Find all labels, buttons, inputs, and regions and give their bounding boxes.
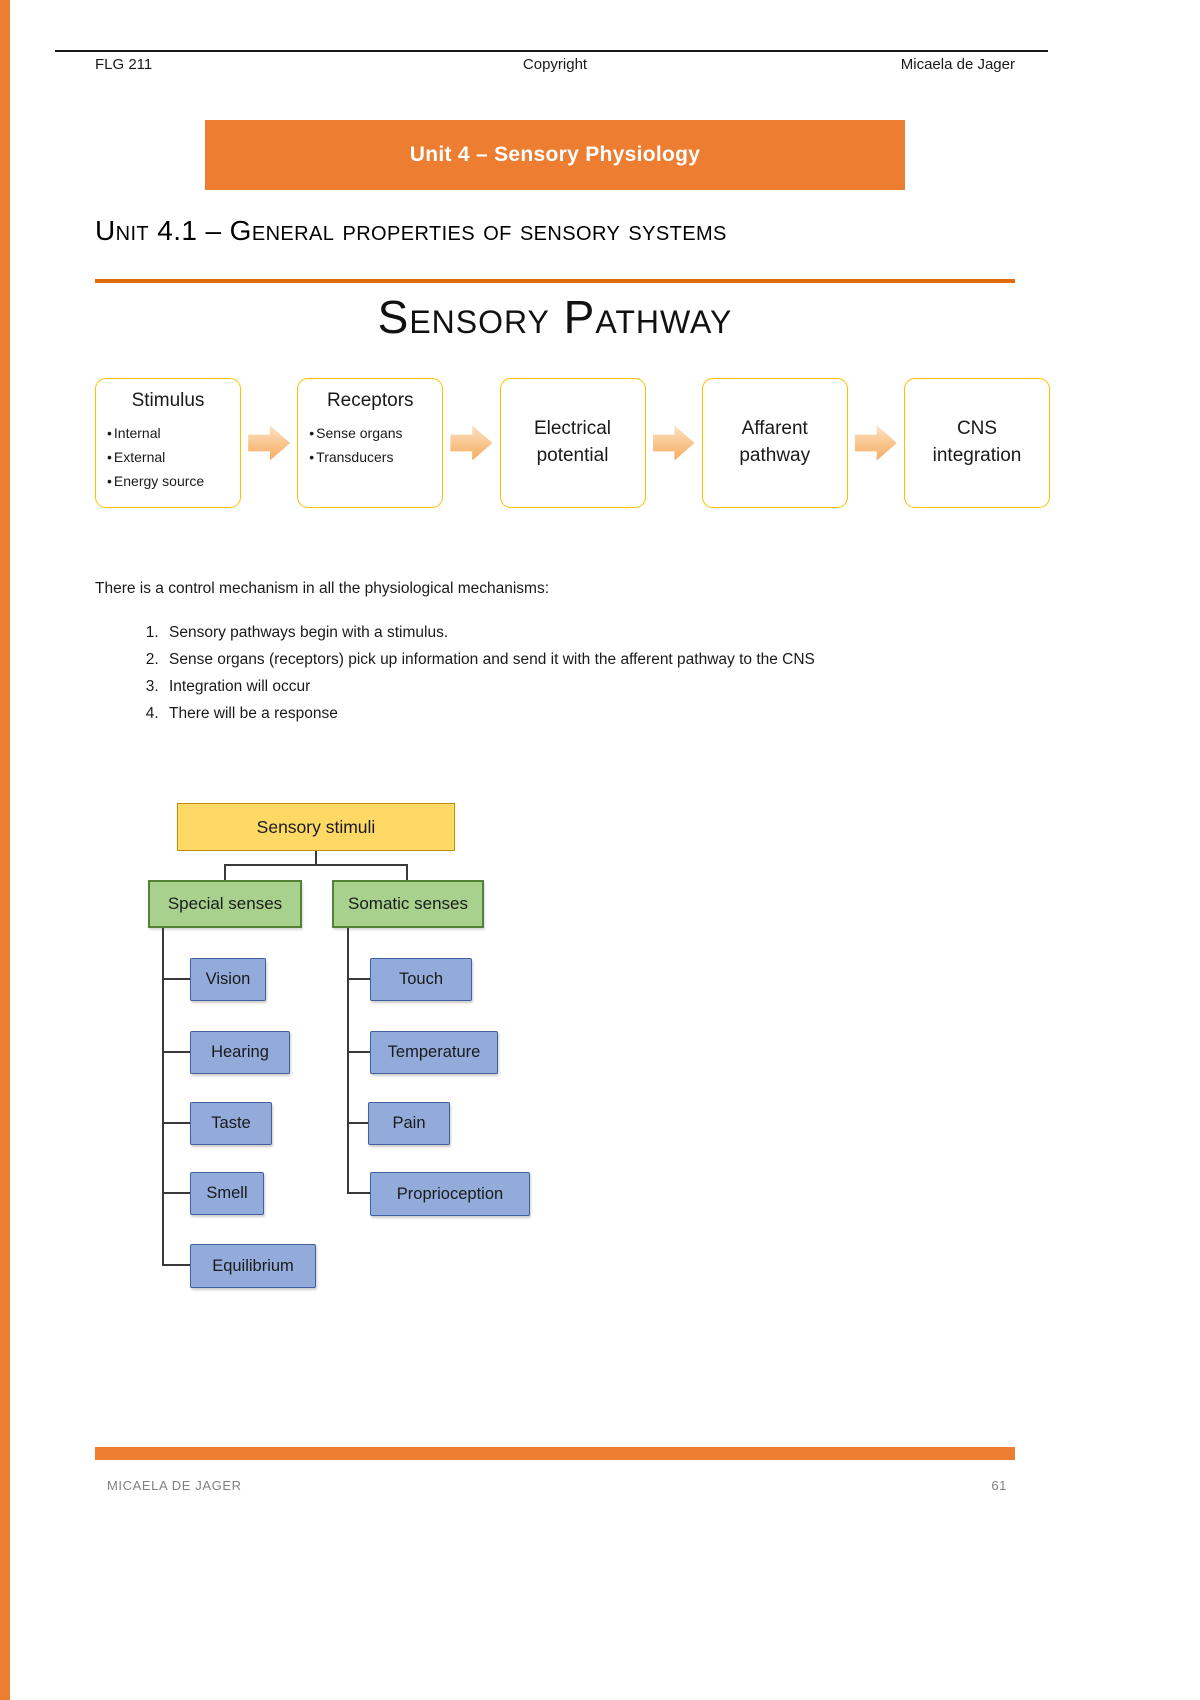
header-copyright: Copyright <box>522 56 588 73</box>
tree-leaf-touch: Touch <box>370 958 472 1001</box>
tree-stub-line <box>162 1264 190 1266</box>
tree-stub-line <box>162 1122 190 1124</box>
numbered-list <box>128 624 815 732</box>
flow-box-bullets <box>298 412 442 469</box>
list-item: 3. Integration will occur <box>163 678 815 696</box>
tree-leaf-temperature: Temperature <box>370 1031 498 1074</box>
flow-box-receptors <box>297 378 443 508</box>
tree-branch-somatic-senses: Somatic senses <box>332 880 484 928</box>
page-footer <box>107 1478 1007 1493</box>
tree-root-sensory-stimuli: Sensory stimuli <box>177 803 455 851</box>
flow-arrow <box>241 424 297 462</box>
right-arrow-icon <box>450 424 492 462</box>
sensory-pathway-flow <box>95 377 1050 509</box>
header-author: Micaela de Jager <box>900 56 1015 73</box>
tree-stub-line <box>162 978 190 980</box>
tree-leaf-proprioception: Proprioception <box>370 1172 530 1216</box>
right-arrow-icon <box>248 424 290 462</box>
flow-box-cns-integration: CNS integration <box>904 378 1050 508</box>
list-item: 1. Sensory pathways begin with a stimulus. <box>163 624 815 642</box>
unit-banner-title: Unit 4 – Sensory Physiology <box>409 143 701 166</box>
flow-box-electrical-potential: Electrical potential <box>500 378 646 508</box>
footer-author: MICAELA DE JAGER <box>107 1478 242 1493</box>
list-item: 4. There will be a response <box>163 705 815 723</box>
tree-leaf-smell: Smell <box>190 1172 264 1215</box>
bullet-item: • Energy source <box>107 469 236 493</box>
footer-page-number: 61 <box>991 1478 1007 1493</box>
flow-arrow <box>848 424 904 462</box>
right-arrow-icon <box>653 424 695 462</box>
footer-accent-bar <box>95 1447 1015 1460</box>
tree-connector-line <box>224 864 408 866</box>
flow-arrow <box>443 424 499 462</box>
tree-leaf-pain: Pain <box>368 1102 450 1145</box>
header-divider <box>55 50 1048 52</box>
list-item: 2. Sense organs (receptors) pick up information and send it with the afferent pathway to the CNS <box>163 651 815 669</box>
tree-connector-line <box>224 864 226 880</box>
tree-stub-line <box>162 1051 190 1053</box>
left-accent-bar <box>0 0 10 1700</box>
bullet-item: • Internal <box>107 421 236 445</box>
page-title: Sensory Pathway <box>377 291 733 343</box>
tree-stub-line <box>347 1122 368 1124</box>
section-heading: Unit 4.1 – General properties of sensory systems <box>95 215 727 246</box>
intro-paragraph: There is a control mechanism in all the physiological mechanisms: <box>95 580 550 597</box>
tree-branch-special-senses: Special senses <box>148 880 302 928</box>
tree-leaf-vision: Vision <box>190 958 266 1001</box>
tree-connector-line <box>406 864 408 880</box>
flow-box-title: Receptors <box>326 390 414 411</box>
flow-arrow <box>646 424 702 462</box>
tree-stub-line <box>347 1051 370 1053</box>
page-header <box>95 56 1015 73</box>
tree-stub-line <box>162 1192 190 1194</box>
tree-leaf-taste: Taste <box>190 1102 272 1145</box>
tree-trunk-line <box>347 928 349 1194</box>
unit-banner <box>205 120 905 190</box>
tree-stub-line <box>347 1192 370 1194</box>
bullet-item: • External <box>107 445 236 469</box>
flow-box-afferent-pathway: Affarent pathway <box>702 378 848 508</box>
tree-stub-line <box>347 978 370 980</box>
flow-box-stimulus <box>95 378 241 508</box>
flow-box-bullets <box>96 412 240 493</box>
bullet-item: • Sense organs <box>309 421 438 445</box>
tree-leaf-hearing: Hearing <box>190 1031 290 1074</box>
section-rule <box>95 279 1015 283</box>
header-course-code: FLG 211 <box>95 56 153 73</box>
right-arrow-icon <box>855 424 897 462</box>
tree-leaf-equilibrium: Equilibrium <box>190 1244 316 1288</box>
bullet-item: • Transducers <box>309 445 438 469</box>
flow-box-title: Stimulus <box>131 390 205 411</box>
